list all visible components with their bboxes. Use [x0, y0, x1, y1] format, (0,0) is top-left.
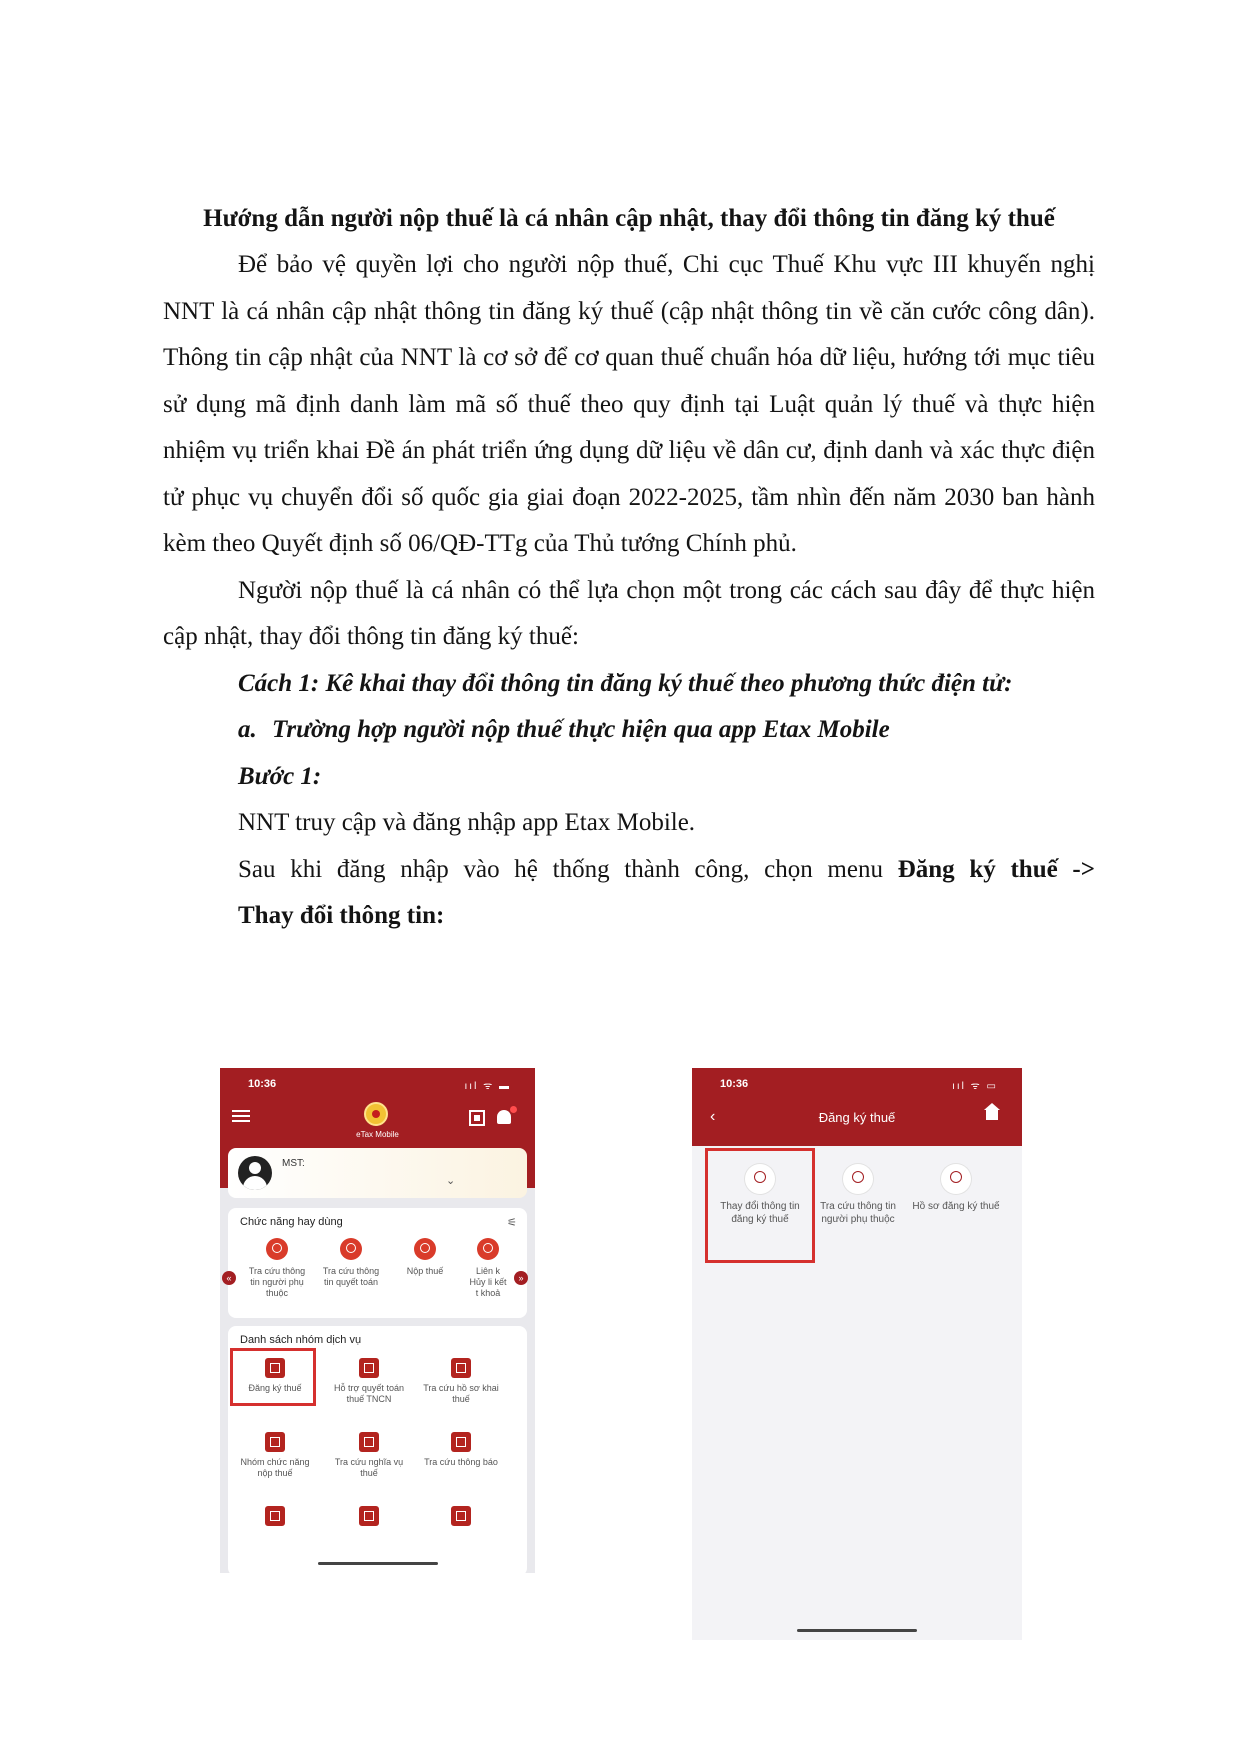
- notification-search-icon: [451, 1432, 471, 1452]
- favorite-item[interactable]: [394, 1238, 456, 1277]
- service-item[interactable]: [326, 1506, 412, 1526]
- highlight-box: [230, 1348, 316, 1406]
- service-label: Đăng ký thuế: [248, 1383, 302, 1393]
- item-dependent-search[interactable]: [810, 1164, 906, 1226]
- document-icon: [941, 1164, 971, 1194]
- favorite-label: Tra cứu thông tin quyết toán: [322, 1266, 380, 1287]
- service-item[interactable]: [418, 1432, 504, 1468]
- document-search-icon: [340, 1238, 362, 1260]
- step-1-line-3: [238, 893, 1095, 940]
- chevron-down-icon[interactable]: ⌄: [446, 1175, 456, 1187]
- app-name: eTax Mobile: [356, 1130, 399, 1139]
- case-a-letter: a.: [238, 716, 257, 743]
- settlement-support-icon: [359, 1358, 379, 1378]
- menu-icon[interactable]: [232, 1110, 250, 1122]
- calculator-icon: [265, 1506, 285, 1526]
- link-icon: [477, 1238, 499, 1260]
- obligation-search-icon: [359, 1432, 379, 1452]
- bell-icon[interactable]: [497, 1110, 511, 1124]
- services-title: Danh sách nhóm dịch vụ: [240, 1334, 362, 1346]
- help-icon: [359, 1506, 379, 1526]
- service-item[interactable]: [232, 1506, 318, 1526]
- item-label: Tra cứu thông tin người phụ thuộc: [820, 1201, 896, 1225]
- services-card: [228, 1326, 527, 1573]
- favorite-item[interactable]: [320, 1238, 382, 1288]
- favorites-card: [228, 1208, 527, 1318]
- status-time: 10:36: [720, 1078, 749, 1090]
- home-indicator: [797, 1629, 917, 1632]
- favorites-title: Chức năng hay dùng: [240, 1216, 343, 1228]
- nav-title: Đăng ký thuế: [818, 1110, 896, 1125]
- step-1-line-1: NNT truy cập và đăng nhập app Etax Mobile.: [238, 809, 696, 836]
- service-item[interactable]: [326, 1358, 412, 1405]
- app-header: [692, 1068, 1022, 1146]
- service-item[interactable]: [418, 1506, 504, 1526]
- menu-path-register: Đăng ký thuế ->: [897, 855, 1095, 883]
- payment-icon: [414, 1238, 436, 1260]
- status-icons: ııl ᯤ ▭: [952, 1081, 998, 1092]
- person-search-icon: [843, 1164, 873, 1194]
- document-title: Hướng dẫn người nộp thuế là cá nhân cập nhật, thay đổi thông tin đăng ký thuế: [203, 205, 1055, 232]
- item-label: Thay đổi thông tin đăng ký thuế: [720, 1201, 800, 1225]
- service-item[interactable]: [418, 1358, 504, 1405]
- notification-dot: [510, 1106, 517, 1113]
- favorite-item[interactable]: [468, 1238, 508, 1299]
- sliders-icon[interactable]: ⚟: [507, 1217, 517, 1229]
- service-label: Tra cứu thông báo: [424, 1457, 498, 1467]
- case-a-text: Trường hợp người nộp thuế thực hiện qua app Etax Mobile: [272, 716, 890, 743]
- mst-label: MST:: [282, 1158, 305, 1169]
- user-card[interactable]: [228, 1148, 527, 1198]
- phone-screenshot-register: [692, 1068, 1022, 1640]
- file-search-icon: [451, 1358, 471, 1378]
- person-search-icon: [266, 1238, 288, 1260]
- settings-icon: [451, 1506, 471, 1526]
- avatar: [238, 1156, 272, 1190]
- status-icons: ııl ᯤ ▬: [464, 1081, 511, 1092]
- step-1-line-2-prefix: Sau khi đăng nhập vào hệ thống thành công, chọn menu: [238, 855, 898, 883]
- favorite-label: Nộp thuế: [406, 1266, 444, 1276]
- chevron-left-icon[interactable]: «: [222, 1271, 236, 1285]
- highlight-box: [705, 1148, 815, 1263]
- case-a-heading: [238, 707, 1095, 754]
- phone-screenshot-home: [220, 1068, 535, 1573]
- document-body: [163, 196, 1095, 940]
- favorite-label: Tra cứu thông tin người phụ thuộc: [248, 1266, 306, 1298]
- step-1-line-2: [163, 847, 1095, 894]
- item-label: Hồ sơ đăng ký thuế: [912, 1201, 1000, 1212]
- service-label: Nhóm chức năng nộp thuế: [240, 1457, 310, 1478]
- service-item[interactable]: [326, 1432, 412, 1479]
- favorite-item[interactable]: [246, 1238, 308, 1299]
- service-label: Tra cứu nghĩa vụ thuế: [334, 1457, 404, 1478]
- method-1-heading: Cách 1: Kê khai thay đổi thông tin đăng ký thuế theo phương thức điện tử:: [238, 669, 1013, 697]
- status-time: 10:36: [248, 1078, 277, 1090]
- paragraph-intro: Để bảo vệ quyền lợi cho người nộp thuế, Chi cục Thuế Khu vực III khuyến nghị NNT là cá nhân cập nhật thông tin đăng ký thuế (cập nhật thông tin về căn cước công dân). Thông tin cập nhật của NNT là cơ sở để cơ quan thuế chuẩn hóa dữ liệu, hướng tới mục tiêu sử dụng mã định danh làm mã số thuế theo quy định tại Luật quản lý thuế và thực hiện nhiệm vụ triển khai Đề án phát triển ứng dụng dữ liệu về dân cư, định danh và xác thực điện tử phục vụ chuyển đổi số quốc gia giai đoạn 2022-2025, tầm nhìn đến năm 2030 ban hành kèm theo Quyết định số 06/QĐ-TTg của Thủ tướng Chính phủ.: [163, 251, 1095, 557]
- item-register-file[interactable]: [908, 1164, 1004, 1213]
- qr-icon[interactable]: [469, 1110, 485, 1126]
- service-label: Tra cứu hồ sơ khai thuế: [423, 1383, 499, 1404]
- favorite-label: Liên k Hủy li kết t khoả: [469, 1266, 507, 1298]
- service-label: Hỗ trợ quyết toán thuế TNCN: [334, 1383, 404, 1404]
- back-icon[interactable]: ‹: [710, 1108, 716, 1125]
- step-1-heading: Bước 1:: [238, 762, 322, 790]
- home-icon[interactable]: [986, 1110, 998, 1120]
- chevron-right-icon[interactable]: »: [514, 1271, 528, 1285]
- paragraph-options: Người nộp thuế là cá nhân có thể lựa chọn một trong các cách sau đây để thực hiện cập nhật, thay đổi thông tin đăng ký thuế:: [163, 576, 1095, 650]
- service-item[interactable]: [232, 1432, 318, 1479]
- home-indicator: [318, 1562, 438, 1565]
- emblem-icon: [364, 1102, 388, 1126]
- menu-path-change-info: Thay đổi thông tin:: [238, 902, 445, 929]
- payment-group-icon: [265, 1432, 285, 1452]
